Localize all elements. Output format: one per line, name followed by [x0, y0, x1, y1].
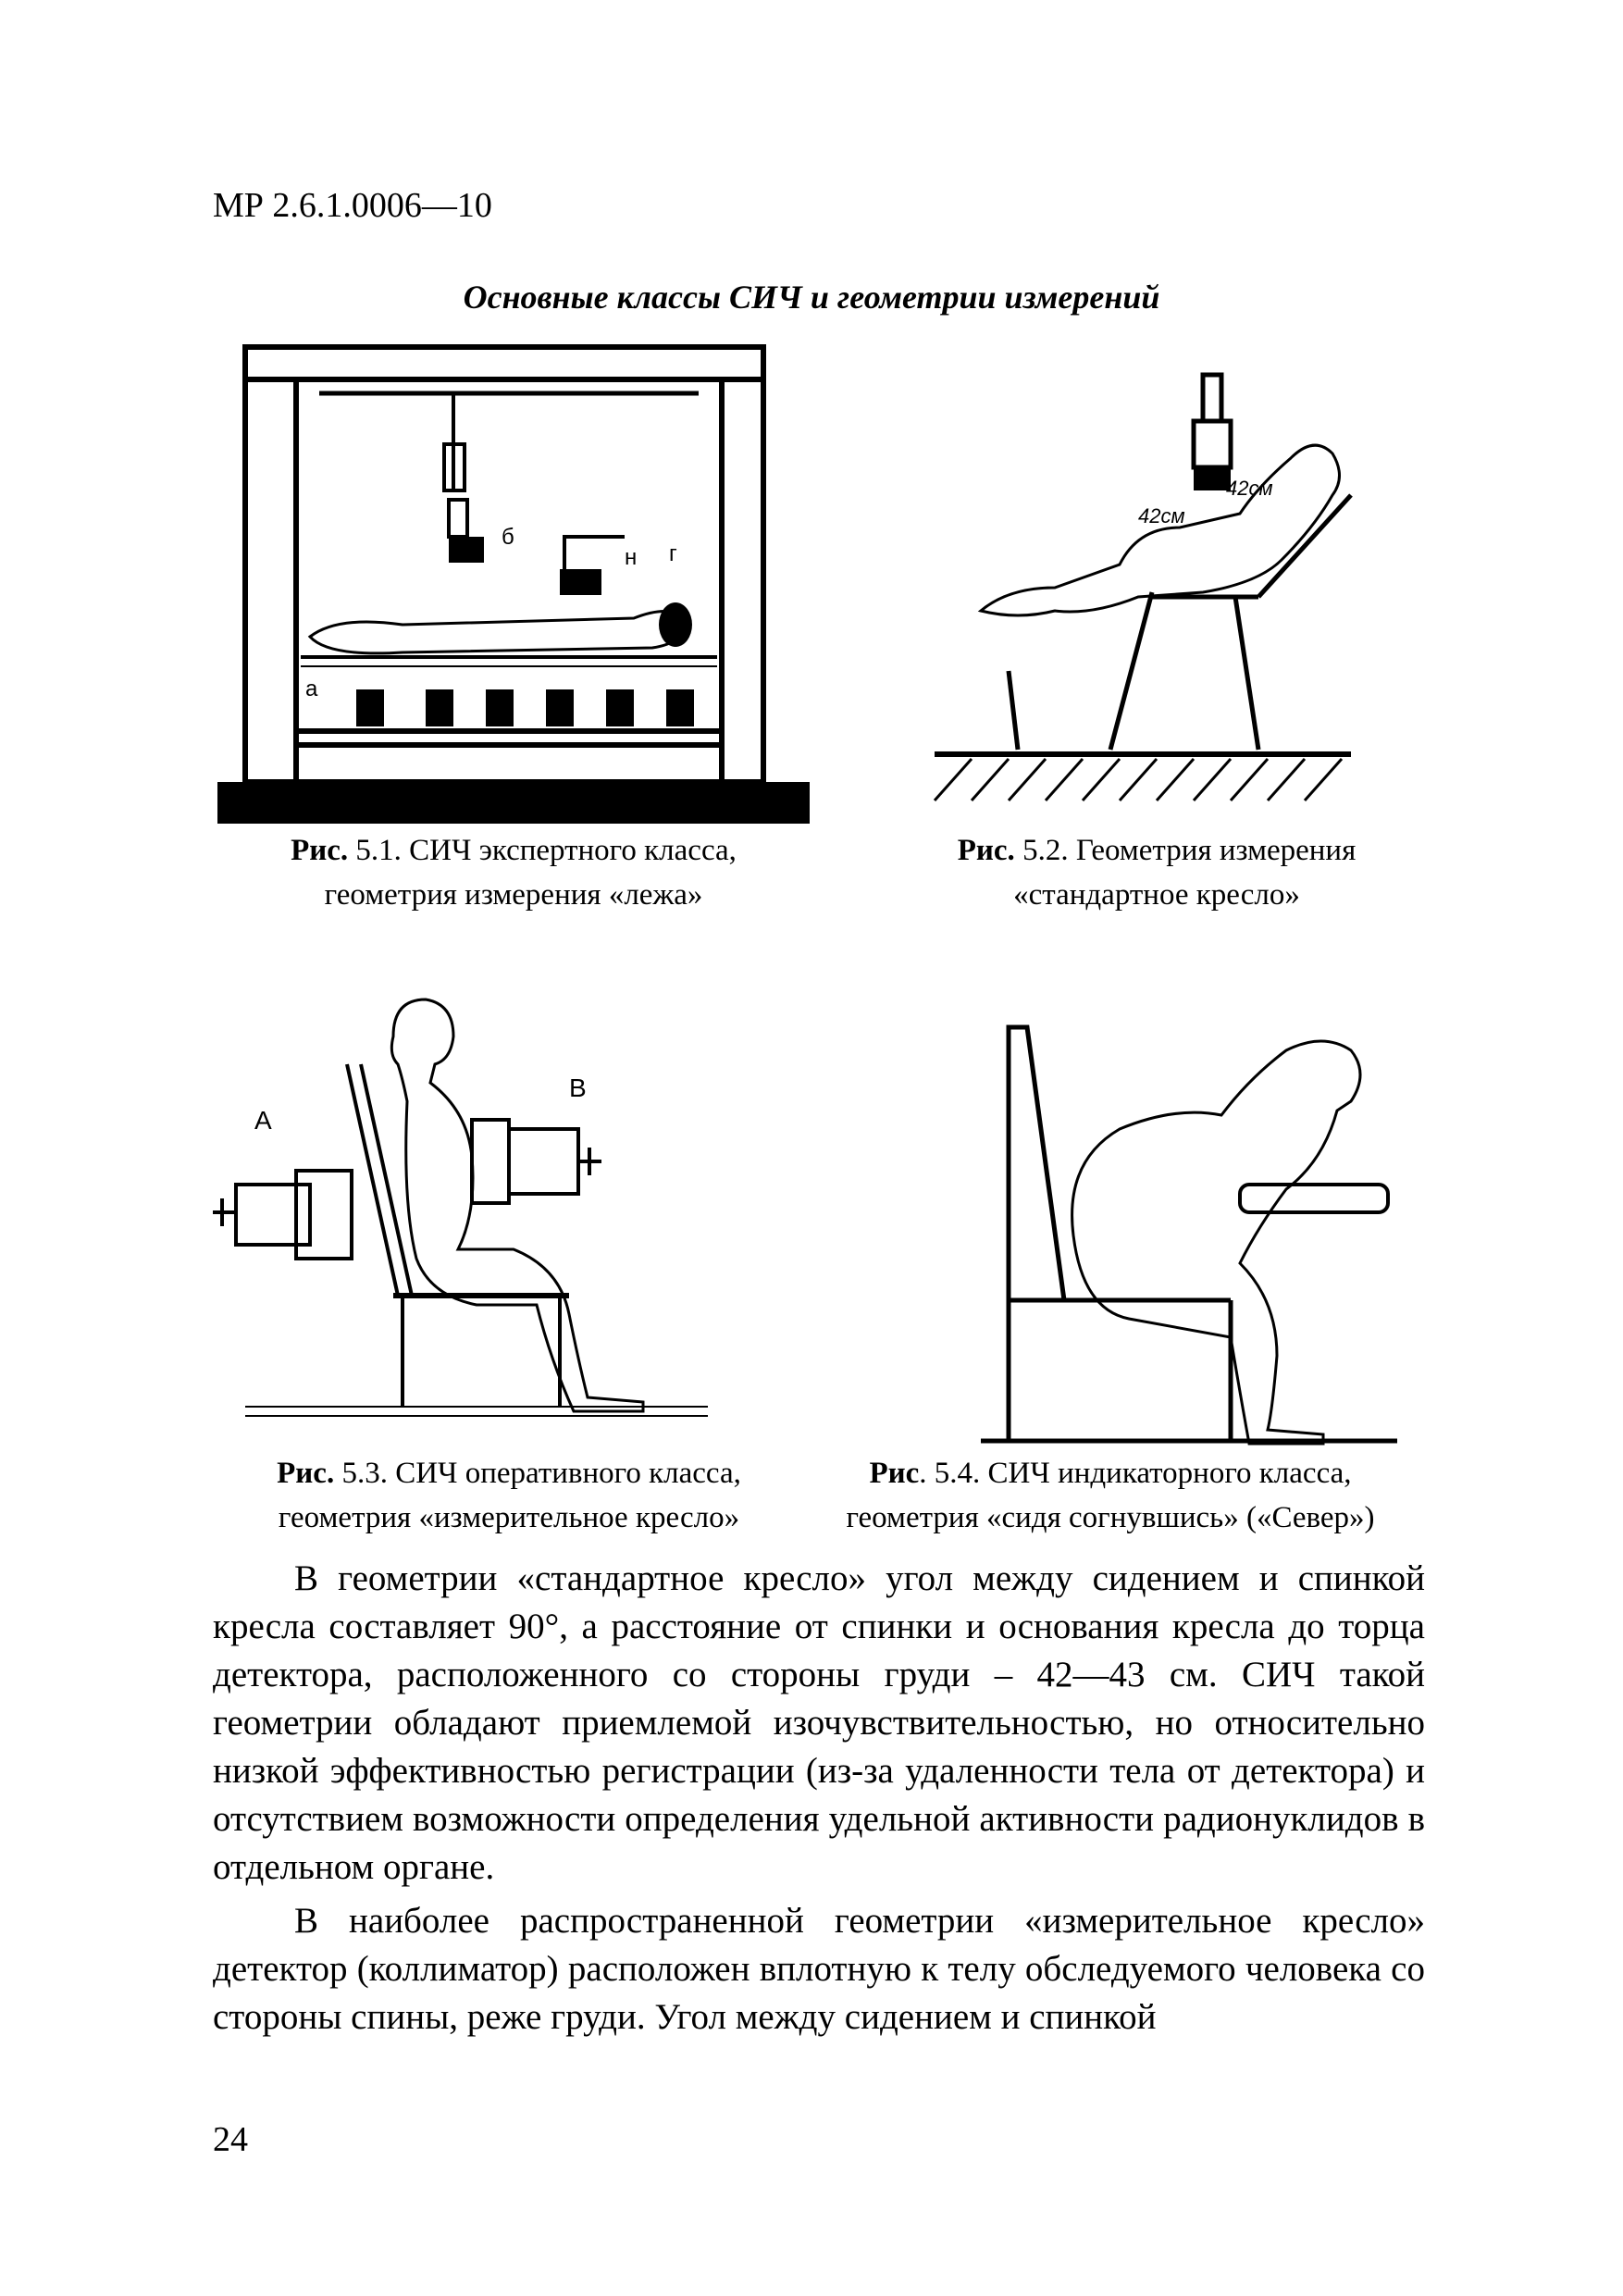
figure-5-2-illustration [925, 366, 1360, 819]
paragraph: В наиболее распространенной геометрии «измерительное кресло» детектор (коллиматор) расположен вплотную к телу обследуемого человека со стороны спины, реже груди. Угол между сидением и спинкой [213, 1901, 1425, 2037]
body-text [213, 1555, 1425, 2047]
figure-prefix: Рис. [291, 834, 349, 867]
figure-5-3-caption: Рис. 5.3. СИЧ оперативного класса, геометрия «измерительное кресло» [277, 1457, 741, 1534]
label-a: а [305, 676, 318, 701]
figure-5-4-caption: Рис. 5.4. СИЧ индикаторного класса, геометрия «сидя согнувшись» («Север») [846, 1457, 1375, 1534]
figure-5-3-illustration [208, 990, 726, 1425]
label-g: г [669, 541, 677, 566]
section-title: Основные классы СИЧ и геометрии измерений [463, 279, 1160, 316]
distance-label-2: 42см [1138, 504, 1185, 527]
label-B: В [569, 1074, 587, 1102]
figure-5-1-illustration [217, 342, 810, 824]
figure-5-2-caption: Рис. 5.2. Геометрия измерения «стандартное кресло» [957, 834, 1357, 912]
page-number: 24 [213, 2120, 248, 2159]
figure-prefix: Рис [869, 1457, 920, 1490]
figure-prefix: Рис. [957, 834, 1015, 867]
label-n: н [625, 545, 638, 570]
document-code: МР 2.6.1.0006—10 [213, 186, 492, 225]
figure-5-1-caption: Рис. 5.1. СИЧ экспертного класса, геометрия измерения «лежа» [291, 834, 737, 912]
figure-5-4-illustration [972, 1023, 1406, 1453]
label-A: А [254, 1106, 272, 1135]
figure-prefix: Рис. [277, 1457, 335, 1490]
label-b: б [502, 525, 514, 550]
paragraph: В геометрии «стандартное кресло» угол между сидением и спинкой кресла составляет 90°, а расстояние от спинки и основания кресла до торца детектора, расположенного со стороны груди – 42—43 см. СИЧ такой геометрии обладают приемлемой изочувствительностью, но относительно низкой эффективностью регистрации (из-за удаленности тела от детектора) и отсутствием возможности определения удельной активности радионуклидов в отдельном органе. [213, 1558, 1425, 1887]
distance-label-1: 42см [1226, 477, 1273, 500]
